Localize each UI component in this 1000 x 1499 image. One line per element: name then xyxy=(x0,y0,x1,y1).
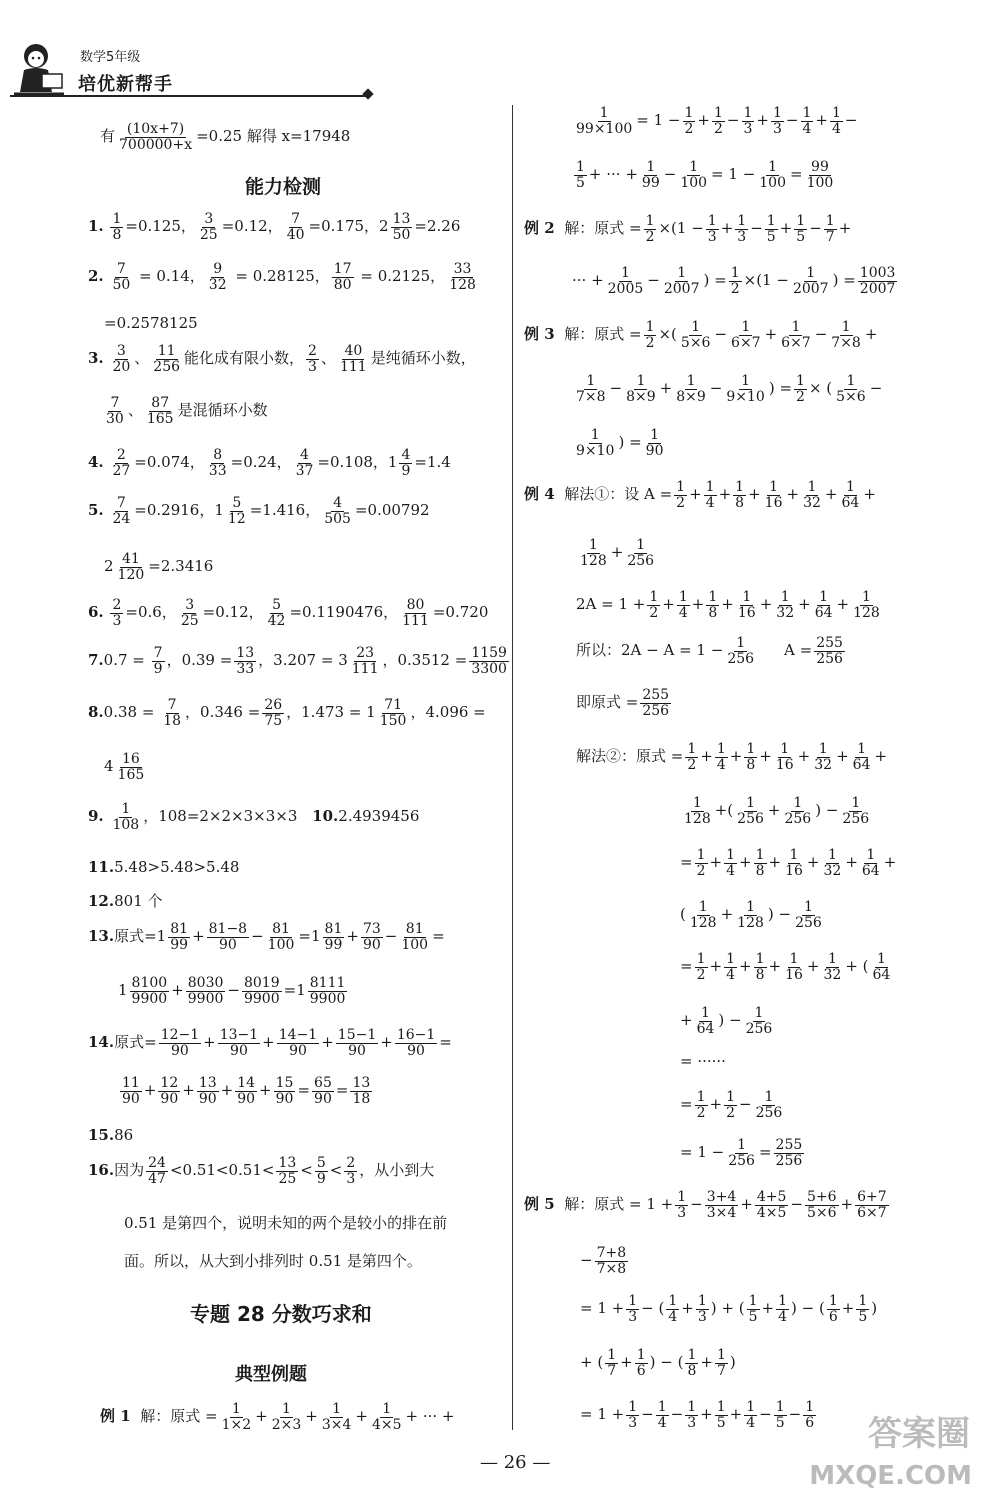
item-6: 6. $\frac{2}{3}$ =0.6， $\frac{3}{25}$ =0.12， $\frac{5}{42}$ =0.1190476， $\frac{80}{111}$ =0.720 xyxy=(88,597,489,629)
example-4-line10: = $\frac{1}{2}$ + $\frac{1}{4}$ + $\frac{1}{8}$ + $\frac{1}{16}$ + $\frac{1}{32}$ + ( $\frac{1}{64}$ xyxy=(680,951,891,983)
example-4-line2: $\frac{1}{128}$ + $\frac{1}{256}$ xyxy=(580,537,655,569)
item-7: 7.0.7 = $\frac{7}{9}$ ，0.39 = $\frac{13}{33}$ ，3.207 = 3 $\frac{23}{111}$ ，0.3512 = $\frac{1159}{3300}$ xyxy=(88,645,507,677)
mascot-logo xyxy=(12,40,67,98)
example-4-line9: ( $\frac{1}{128}$ + $\frac{1}{128}$ ) − $\frac{1}{256}$ xyxy=(680,899,822,931)
typical-title: 典型例题 xyxy=(235,1364,307,1385)
right-line-2: $\frac{1}{5}$ + ··· + $\frac{1}{99}$ − $\frac{1}{100}$ = 1 − $\frac{1}{100}$ = $\frac{99}{100}$ xyxy=(576,159,834,191)
example-3-line3: $\frac{1}{9\times 10}$ ) = $\frac{1}{90}$ xyxy=(576,427,664,459)
watermark xyxy=(810,1409,1000,1499)
item-3-line2: $\frac{7}{30}$ 、 $\frac{87}{165}$ 是混循环小数 xyxy=(106,395,268,427)
example-5-line3: = 1 + $\frac{1}{3}$ − ( $\frac{1}{4}$ + $\frac{1}{3}$ ) + ( $\frac{1}{5}$ + $\frac{1}{4}$ ) − ( $\frac{1}{6}$ + $\frac{1}{5}$ ) xyxy=(580,1293,878,1325)
item-2: 2. $\frac{7}{50}$ = 0.14， $\frac{9}{32}$ = 0.28125， $\frac{17}{80}$ = 0.2125， $\frac{33}{128}$ xyxy=(88,261,476,293)
example-2: 例 2 解：原式 = $\frac{1}{2}$ ×(1 − $\frac{1}{3}$ + $\frac{1}{3}$ − $\frac{1}{5}$ + $\frac{1}{5}$ − $\frac{1}{7}$ + xyxy=(524,213,852,245)
example-2-line2: ··· + $\frac{1}{2005}$ − $\frac{1}{2007}$ ) = $\frac{1}{2}$ ×(1 − $\frac{1}{2007}$ ) = $\frac{1003}{2007}$ xyxy=(572,265,896,297)
example-4-line8: = $\frac{1}{2}$ + $\frac{1}{4}$ + $\frac{1}{8}$ + $\frac{1}{16}$ + $\frac{1}{32}$ + $\frac{1}{64}$ + xyxy=(680,847,897,879)
example-1: 例 1 解：原式 = $\frac{1}{1\times 2}$ + $\frac{1}{2\times 3}$ + $\frac{1}{3\times 4}$ + $\frac{1}{4\times 5}$ + ··· + xyxy=(100,1401,455,1433)
example-4-line13: = $\frac{1}{2}$ + $\frac{1}{2}$ − $\frac{1}{256}$ xyxy=(680,1089,783,1121)
example-4-line11: + $\frac{1}{64}$ ) − $\frac{1}{256}$ xyxy=(680,1005,773,1037)
example-5: 例 5 解：原式 = 1 + $\frac{1}{3}$ − $\frac{3+4}{3\times 4}$ + $\frac{4+5}{4\times 5}$ − $\frac{5+6}{5\times 6}$ + $\frac{6+7}{6\times 7}$ xyxy=(524,1189,887,1221)
item-12: 12.801 个 xyxy=(88,892,163,910)
example-4: 例 4 解法①：设 A = $\frac{1}{2}$ + $\frac{1}{4}$ + $\frac{1}{8}$ + $\frac{1}{16}$ + $\frac{1}{32}$ + $\frac{1}{64}$ + xyxy=(524,479,876,511)
example-4-line6: 解法②：原式 = $\frac{1}{2}$ + $\frac{1}{4}$ + $\frac{1}{8}$ + $\frac{1}{16}$ + $\frac{1}{32}$ + $\frac{1}{64}$ + xyxy=(576,741,888,773)
topic-title: 专题 28 分数巧求和 xyxy=(190,1302,372,1326)
header-diamond xyxy=(362,88,373,99)
item-5-line2: 2 $\frac{41}{120}$ =2.3416 xyxy=(104,551,214,583)
item-2-line2: =0.2578125 xyxy=(104,314,198,332)
item-15: 15.86 xyxy=(88,1126,134,1144)
item-14: 14.原式= $\frac{12-1}{90}$ + $\frac{13-1}{90}$ + $\frac{14-1}{90}$ + $\frac{15-1}{90}$ + $\frac{16-1}{90}$ = xyxy=(88,1027,452,1059)
item-1: 1. $\frac{1}{8}$ =0.125， $\frac{3}{25}$ =0.12， $\frac{7}{40}$ =0.175，2 $\frac{13}{50}$ =2.26 xyxy=(88,211,461,243)
item-3: 3. $\frac{3}{20}$ 、 $\frac{11}{256}$ 能化成有限小数， $\frac{2}{3}$ 、 $\frac{40}{111}$ 是纯循环小数， xyxy=(88,343,476,375)
example-3-line2: $\frac{1}{7\times 8}$ − $\frac{1}{8\times 9}$ + $\frac{1}{8\times 9}$ − $\frac{1}{9\times 10}$ ) = $\frac{1}{2}$ × ( $\frac{1}{5\times 6}$ − xyxy=(576,373,883,405)
item-16-line2: 0.51 是第四个，说明未知的两个是较小的排在前 xyxy=(124,1214,448,1232)
item-14-line2: $\frac{11}{90}$ + $\frac{12}{90}$ + $\frac{13}{90}$ + $\frac{14}{90}$ + $\frac{15}{90}$ = $\frac{65}{90}$ = $\frac{13}{18}$ xyxy=(122,1075,371,1107)
column-divider xyxy=(512,105,513,1430)
item-9-10: 9. $\frac{1}{108}$ ，108=2×2×3×3×3 10.2.4939456 xyxy=(88,801,420,833)
header-rule xyxy=(10,95,370,97)
item-13: 13.原式=1 $\frac{81}{99}$ + $\frac{81-8}{90}$ − $\frac{81}{100}$ =1 $\frac{81}{99}$ + $\frac{73}{90}$ − $\frac{81}{100}$ = xyxy=(88,921,445,953)
item-5: 5. $\frac{7}{24}$ =0.2916，1 $\frac{5}{12}$ =1.416， $\frac{4}{505}$ =0.00792 xyxy=(88,495,430,527)
right-line-1: $\frac{1}{99\times 100}$ = 1 − $\frac{1}{2}$ + $\frac{1}{2}$ − $\frac{1}{3}$ + $\frac{1}{3}$ − $\frac{1}{4}$ + $\frac{1}{4}$ − xyxy=(576,105,858,137)
item-11: 11.5.48>5.48>5.48 xyxy=(88,858,240,876)
header-series: 培优新帮手 xyxy=(78,74,173,95)
ability-title: 能力检测 xyxy=(245,176,322,198)
item-4: 4. $\frac{2}{27}$ =0.074， $\frac{8}{33}$ =0.24， $\frac{4}{37}$ =0.108，1 $\frac{4}{9}$ =1.4 xyxy=(88,447,451,479)
item-8: 8.0.38 = $\frac{7}{18}$ ，0.346 = $\frac{26}{75}$ ，1.473 = 1 $\frac{71}{150}$ ，4.096 = xyxy=(88,697,486,729)
item-16-line3: 面。所以，从大到小排列时 0.51 是第四个。 xyxy=(124,1252,422,1270)
watermark-url: MXQE.COM xyxy=(809,1461,972,1491)
example-4-line12: = ······ xyxy=(680,1052,726,1070)
page-number: — 26 — xyxy=(480,1452,551,1473)
example-3: 例 3 解：原式 = $\frac{1}{2}$ ×( $\frac{1}{5\times 6}$ − $\frac{1}{6\times 7}$ + $\frac{1}{6\times 7}$ − $\frac{1}{7\times 8}$ + xyxy=(524,319,878,351)
example-4-line4: 所以：2A − A = 1 − $\frac{1}{256}$ A = $\frac{255}{256}$ xyxy=(576,635,843,667)
example-4-line5: 即原式 = $\frac{255}{256}$ xyxy=(576,687,670,719)
item-16: 16.因为 $\frac{24}{47}$ <0.51<0.51< $\frac{13}{25}$ < $\frac{5}{9}$ < $\frac{2}{3}$ ，从小到大 xyxy=(88,1155,435,1187)
item-8-line2: 4 $\frac{16}{165}$ xyxy=(104,751,145,783)
example-4-line14: = 1 − $\frac{1}{256}$ = $\frac{255}{256}$ xyxy=(680,1137,803,1169)
header-subject: 数学5年级 xyxy=(80,50,141,65)
example-4-line3: 2A = 1 + $\frac{1}{2}$ + $\frac{1}{4}$ + $\frac{1}{8}$ + $\frac{1}{16}$ + $\frac{1}{32}$ + $\frac{1}{64}$ + $\frac{1}{128}$ xyxy=(576,589,880,621)
watermark-text: 答案圈 xyxy=(868,1414,970,1454)
top-equation: 有 $\frac{(10x+7)}{700000+x}$ =0.25 解得 x=17948 xyxy=(100,121,351,153)
example-5-line4: + ( $\frac{1}{7}$ + $\frac{1}{6}$ ) − ( $\frac{1}{8}$ + $\frac{1}{7}$ ) xyxy=(580,1347,736,1379)
example-5-line5: = 1 + $\frac{1}{3}$ − $\frac{1}{4}$ − $\frac{1}{3}$ + $\frac{1}{5}$ + $\frac{1}{4}$ − $\frac{1}{5}$ − $\frac{1}{6}$ xyxy=(580,1399,815,1431)
example-5-line2: − $\frac{7+8}{7\times 8}$ xyxy=(580,1245,627,1277)
example-4-line7: $\frac{1}{128}$ +( $\frac{1}{256}$ + $\frac{1}{256}$ ) − $\frac{1}{256}$ xyxy=(684,795,870,827)
item-13-line2: 1 $\frac{8100}{9900}$ + $\frac{8030}{9900}$ − $\frac{8019}{9900}$ =1 $\frac{8111}{9900}$ xyxy=(118,975,346,1007)
